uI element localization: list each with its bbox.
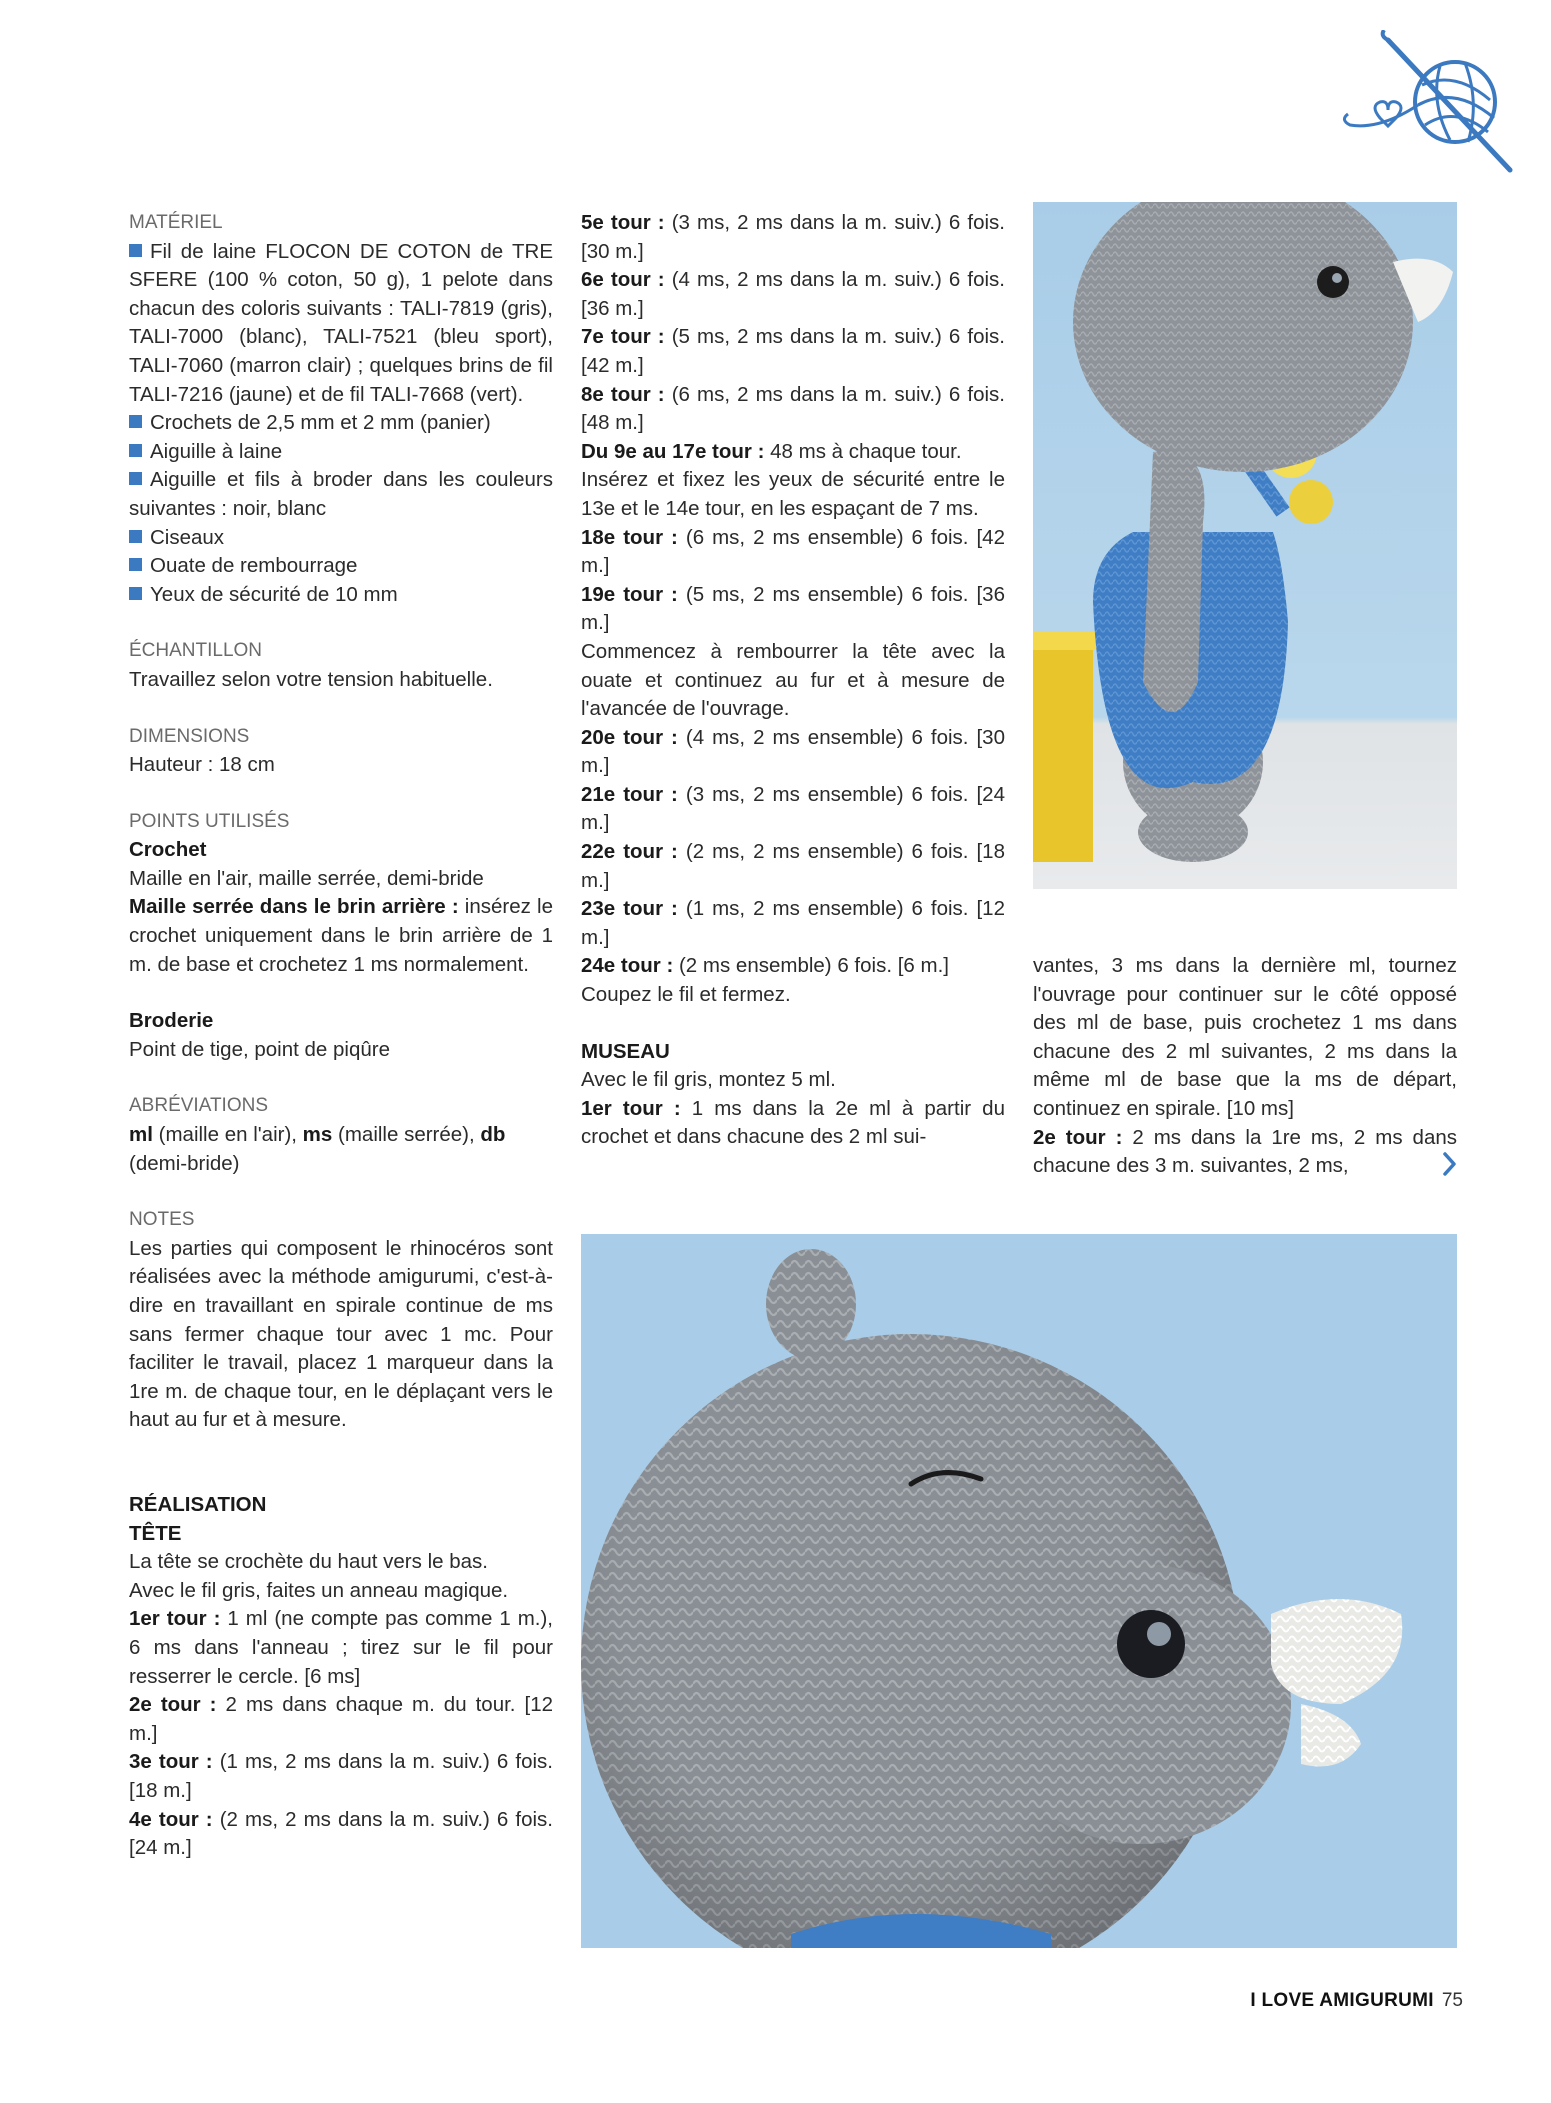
magazine-title: I LOVE AMIGURUMI	[1250, 1990, 1434, 2011]
round-line: 5e tour : (3 ms, 2 ms dans la m. suiv.) 6 fois. [30 m.]	[581, 211, 1005, 263]
crochet-text: Maille en l'air, maille serrée, demi-bride	[129, 866, 484, 890]
tete-intro-1: La tête se crochète du haut vers le bas.	[129, 1550, 488, 1574]
bullet-square-icon	[129, 415, 142, 428]
broderie-title: Broderie	[129, 1009, 214, 1033]
chevron-right-icon	[1443, 1152, 1457, 1176]
section-title-abreviations: ABRÉVIATIONS	[129, 1095, 269, 1117]
tete-intro-2: Avec le fil gris, faites un anneau magique.	[129, 1578, 509, 1602]
round-line: 22e tour : (2 ms, 2 ms ensemble) 6 fois. [18 m.]	[581, 840, 1005, 892]
list-item: Aiguille et fils à broder dans les couleurs suivantes : noir, blanc	[129, 468, 553, 520]
round-line: 21e tour : (3 ms, 2 ms ensemble) 6 fois. [24 m.]	[581, 782, 1005, 835]
bullet-square-icon	[129, 587, 142, 600]
section-title-echantillon: ÉCHANTILLON	[129, 640, 263, 662]
museau-title: MUSEAU	[581, 1039, 670, 1063]
section-title-dimensions: DIMENSIONS	[129, 725, 250, 747]
tete-title: TÊTE	[129, 1521, 182, 1545]
section-title-materiel: MATÉRIEL	[129, 212, 223, 233]
bullet-square-icon	[129, 244, 142, 257]
list-item: Ouate de rembourrage	[129, 552, 553, 581]
middle-column	[581, 209, 1005, 1152]
list-item: Yeux de sécurité de 10 mm	[129, 581, 553, 610]
right-column	[1033, 952, 1457, 1181]
bullet-square-icon	[129, 530, 142, 543]
museau-continued-text: vantes, 3 ms dans la dernière ml, tournez l'ouvrage pour continuer sur le côté opposé des ml de base, puis crochetez 1 ms dans chacune des 2 ml suivantes, 2 ms dans la même ml de base que la ms de départ, continuez en spirale. [10 ms]	[1033, 954, 1457, 1120]
round-line: 6e tour : (4 ms, 2 ms dans la m. suiv.) 6 fois. [36 m.]	[581, 268, 1005, 320]
round-line: 24e tour : (2 ms ensemble) 6 fois. [6 m.]	[581, 954, 949, 978]
section-title-points: POINTS UTILISÉS	[129, 810, 290, 832]
section-title-notes: NOTES	[129, 1209, 195, 1231]
bullet-square-icon	[129, 558, 142, 571]
dimensions-text: Hauteur : 18 cm	[129, 753, 275, 777]
list-item: Fil de laine FLOCON DE COTON de TRE SFERE (100 % coton, 50 g), 1 pelote dans chacun des coloris suivants : TALI-7819 (gris), TALI-7000 (blanc), TALI-7521 (bleu sport), TALI-7060 (marron clair) ; quelques brins de fil TALI-7216 (jaune) et de fil TALI-7668 (vert).	[129, 239, 553, 406]
round-line: Du 9e au 17e tour : 48 ms à chaque tour.	[581, 439, 962, 463]
yarn-ball-icon	[1340, 30, 1520, 180]
echantillon-text: Travaillez selon votre tension habituelle.	[129, 667, 493, 691]
round-line: 2e tour : 2 ms dans la 1re ms, 2 ms dans chacune des 3 m. suivantes, 2 ms,	[1033, 1125, 1458, 1178]
round-line: 19e tour : (5 ms, 2 ms ensemble) 6 fois. [36 m.]	[581, 582, 1005, 635]
close-text: Coupez le fil et fermez.	[581, 983, 791, 1007]
left-column	[129, 209, 553, 1863]
list-item: Ciseaux	[129, 524, 553, 553]
rhino-full-photo	[1033, 202, 1457, 889]
notes-text: Les parties qui composent le rhinocéros sont réalisées avec la méthode amigurumi, c'est-à-dire en travaillant en spirale continue de ms sans fermer chaque tour avec 1 mc. Pour faciliter le travail, placez 1 marqueur dans la 1re m. de chaque tour, en le déplaçant vers le haut au fur et à mesure.	[129, 1236, 553, 1432]
page-footer	[1250, 1990, 1463, 2012]
list-item: Aiguille à laine	[129, 438, 553, 467]
bullet-square-icon	[129, 444, 142, 457]
msba-paragraph: Maille serrée dans le brin arrière : insérez le crochet uniquement dans le brin arrière de 1 m. de base et crochetez 1 ms normalement.	[129, 895, 553, 976]
round-line: 2e tour : 2 ms dans chaque m. du tour. [12 m.]	[129, 1693, 554, 1745]
abreviations-text: ml (maille en l'air), ms (maille serrée), db (demi-bride)	[129, 1123, 506, 1175]
broderie-text: Point de tige, point de piqûre	[129, 1037, 390, 1061]
list-item: Crochets de 2,5 mm et 2 mm (panier)	[129, 409, 553, 438]
round-line: 4e tour : (2 ms, 2 ms dans la m. suiv.) 6 fois. [24 m.]	[129, 1807, 553, 1860]
museau-intro: Avec le fil gris, montez 5 ml.	[581, 1068, 836, 1092]
round-line: 1er tour : 1 ms dans la 2e ml à partir du crochet et dans chacune des 2 ml sui-	[581, 1096, 1005, 1149]
crochet-title: Crochet	[129, 838, 207, 862]
stuff-text: Commencez à rembourrer la tête avec la ouate et continuez au fur et à mesure de l'avancée de l'ouvrage.	[581, 639, 1005, 721]
page-number: 75	[1441, 1990, 1463, 2011]
round-line: 3e tour : (1 ms, 2 ms dans la m. suiv.) 6 fois. [18 m.]	[129, 1750, 553, 1802]
round-line: 1er tour : 1 ml (ne compte pas comme 1 m.), 6 ms dans l'anneau ; tirez sur le fil pour resserrer le cercle. [6 ms]	[129, 1607, 553, 1688]
rhino-head-closeup-photo	[581, 1234, 1457, 1948]
round-line: 8e tour : (6 ms, 2 ms dans la m. suiv.) 6 fois. [48 m.]	[581, 382, 1005, 435]
round-line: 23e tour : (1 ms, 2 ms ensemble) 6 fois. [12 m.]	[581, 897, 1005, 949]
round-line: 20e tour : (4 ms, 2 ms ensemble) 6 fois. [30 m.]	[581, 725, 1005, 778]
round-line: 7e tour : (5 ms, 2 ms dans la m. suiv.) 6 fois. [42 m.]	[581, 325, 1005, 377]
round-line: 18e tour : (6 ms, 2 ms ensemble) 6 fois. [42 m.]	[581, 525, 1005, 578]
realisation-title: RÉALISATION	[129, 1492, 267, 1516]
bullet-square-icon	[129, 472, 142, 485]
eyes-text: Insérez et fixez les yeux de sécurité entre le 13e et le 14e tour, en les espaçant de 7 ms.	[581, 468, 1005, 520]
